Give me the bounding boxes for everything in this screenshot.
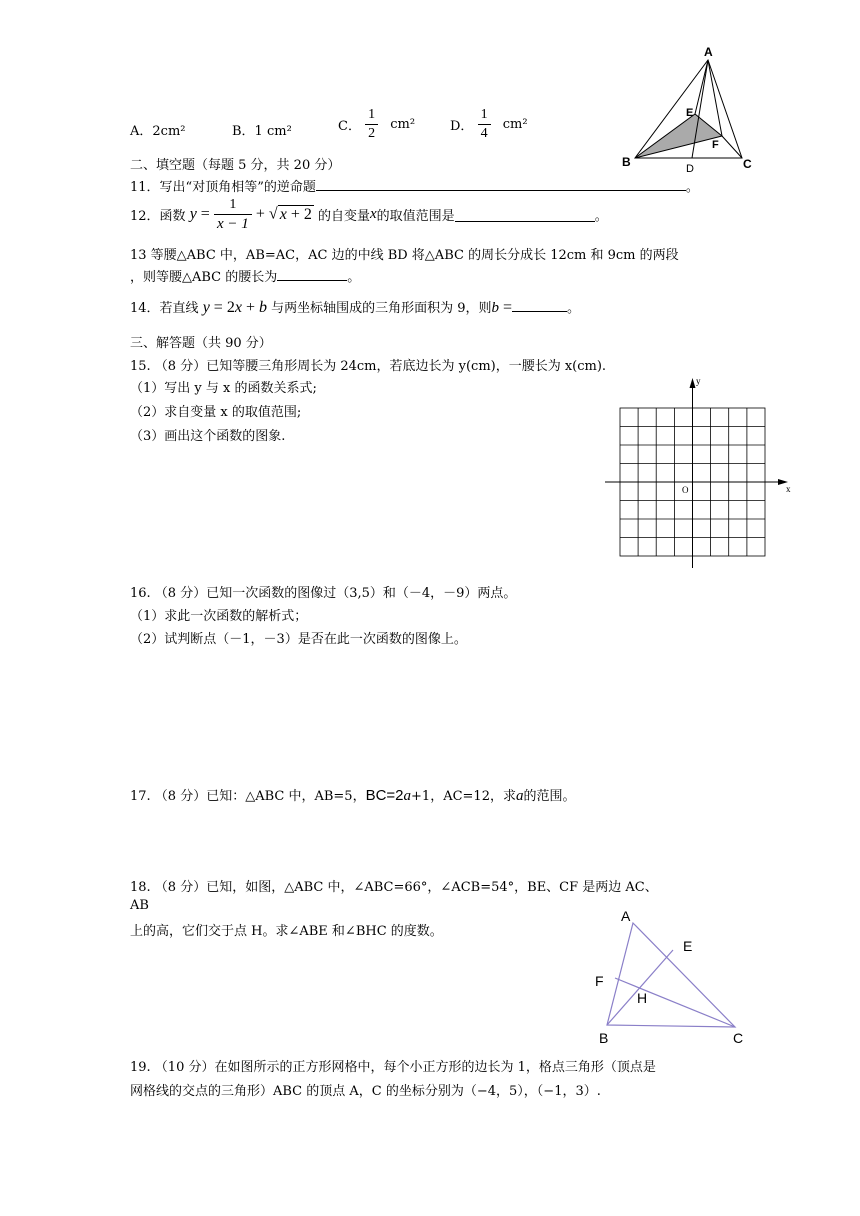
q12-answer-blank[interactable] — [455, 208, 595, 222]
q18-fig-label-h: H — [637, 990, 648, 1006]
q10-option-c-fraction — [365, 106, 378, 143]
q10-fig-label-f: F — [712, 139, 719, 151]
q18-line3: 上的高，它们交于点 H。求∠ABE 和∠BHC 的度数。 — [130, 924, 443, 939]
q13-answer-blank[interactable] — [277, 267, 347, 281]
q10-fig-label-e: E — [686, 107, 694, 119]
q17 — [130, 785, 575, 805]
q15-axis-y-label: y — [696, 376, 701, 386]
q17-a2: a — [515, 788, 524, 804]
section3-title: 三、解答题（共 90 分） — [130, 336, 272, 351]
q14-answer-blank[interactable] — [512, 298, 567, 312]
q16-sub2: （2）试判断点（－1，－3）是否在此一次函数的图像上。 — [130, 632, 467, 647]
q14-var: b — [491, 300, 500, 316]
q10-option-d-fraction — [478, 106, 491, 143]
section2-title: 二、填空题（每题 5 分，共 20 分） — [130, 158, 341, 173]
q10-option-d-label: D． — [450, 119, 474, 134]
q18-fig-label-b: B — [599, 1030, 609, 1046]
q17-a1: a — [403, 788, 412, 804]
q10-option-d-den: 4 — [480, 126, 488, 141]
q18-triangle-figure — [585, 905, 755, 1050]
q12-fraction-num: 1 — [214, 196, 252, 215]
q15-axis-x-label: x — [786, 484, 791, 494]
q12-fraction-den: x − 1 — [216, 216, 249, 232]
q10-option-c-label: C． — [338, 119, 361, 134]
q17-bc: BC=2 — [365, 787, 404, 804]
q15-sub3: （3）画出这个函数的图象. — [130, 429, 286, 444]
q11-text: 11．写出“对顶角相等”的逆命题 — [130, 180, 316, 195]
q18-line2: AB — [130, 898, 149, 913]
q10-option-c-den: 2 — [368, 126, 376, 141]
q10-fig-label-c: C — [743, 157, 752, 171]
q10-option-c-unit: cm² — [390, 117, 416, 132]
q11: 11．写出“对顶角相等”的逆命题 。 — [130, 176, 699, 195]
q19-line1: 19. （10 分）在如图所示的正方形网格中，每个小正方形的边长为 1，格点三角形（顶点是 — [130, 1060, 656, 1075]
q10-fig-label-a: A — [704, 45, 713, 59]
q15-origin-label: O — [682, 485, 689, 495]
q16-sub1: （1）求此一次函数的解析式； — [130, 609, 308, 624]
q14-mid: 与两坐标轴围成的三角形面积为 9，则 — [271, 301, 492, 316]
q14: 14．若直线 y = 2x + b 与两坐标轴围成的三角形面积为 9，则b = 。 — [130, 299, 581, 316]
q14-prefix: 14．若直线 — [130, 301, 199, 316]
q18-fig-label-c: C — [733, 1030, 744, 1046]
q15-text: 15. （8 分）已知等腰三角形周长为 24cm，若底边长为 y(cm)，一腰长为 x(cm). — [130, 359, 607, 374]
q12: 12．函数 y = $\frac{1}{x - 1}$ + √ x + 2 的自变量x的取值范围是 。 — [130, 197, 608, 232]
q12-prefix: 12．函数 — [130, 209, 186, 224]
q13-line2: ，则等腰△ABC 的腰长为 。 — [130, 266, 360, 285]
q12-fraction — [214, 196, 252, 233]
q17-prefix: 17. （8 分）已知：△ABC 中，AB=5， — [130, 789, 366, 804]
q15-sub1: （1）写出 y 与 x 的函数关系式; — [130, 381, 317, 396]
q12-rest: 的自变量 — [317, 209, 370, 224]
q10-fig-label-d: D — [686, 163, 694, 175]
q15-sub2: （2）求自变量 x 的取值范围; — [130, 405, 302, 420]
q11-answer-blank[interactable] — [316, 177, 686, 191]
q10-option-b: B．1 cm² — [232, 124, 292, 139]
q17-tail: 的范围。 — [523, 789, 576, 804]
q13-line1: 13 等腰△ABC 中，AB=AC，AC 边的中线 BD 将△ABC 的周长分成长 12cm 和 9cm 的两段 — [130, 248, 679, 263]
q13-line2-text: ，则等腰△ABC 的腰长为 — [130, 270, 278, 285]
q10-option-c-num: 1 — [365, 106, 378, 125]
q10-option-d-num: 1 — [478, 106, 491, 125]
q14-tail: 。 — [567, 301, 581, 316]
q10-fig-label-b: B — [622, 155, 631, 169]
q18-fig-label-f: F — [595, 973, 604, 989]
q17-mid: +1，AC=12，求 — [411, 789, 516, 804]
q18-fig-label-a: A — [621, 908, 631, 924]
q19-line2: 网格线的交点的三角形）ABC 的顶点 A，C 的坐标分别为（−4，5），（−1，3）. — [130, 1084, 601, 1099]
q10-triangle-figure — [620, 40, 760, 180]
q12-var: x — [370, 206, 377, 222]
q10-option-d-unit: cm² — [502, 117, 528, 132]
q10-option-a: A．2cm² — [130, 124, 186, 139]
q18-line1: 18. （8 分）已知，如图，△ABC 中，∠ABC=66°，∠ACB=54°，BE、CF 是两边 AC、 — [130, 880, 658, 895]
q10-option-c — [338, 106, 415, 143]
q16-text: 16. （8 分）已知一次函数的图像过（3,5）和（－4，－9）两点。 — [130, 586, 517, 601]
q18-fig-label-e: E — [683, 938, 693, 954]
q12-tail: 的取值范围是 — [376, 209, 455, 224]
q10-option-d — [450, 106, 528, 143]
q15-grid-figure — [600, 372, 800, 572]
